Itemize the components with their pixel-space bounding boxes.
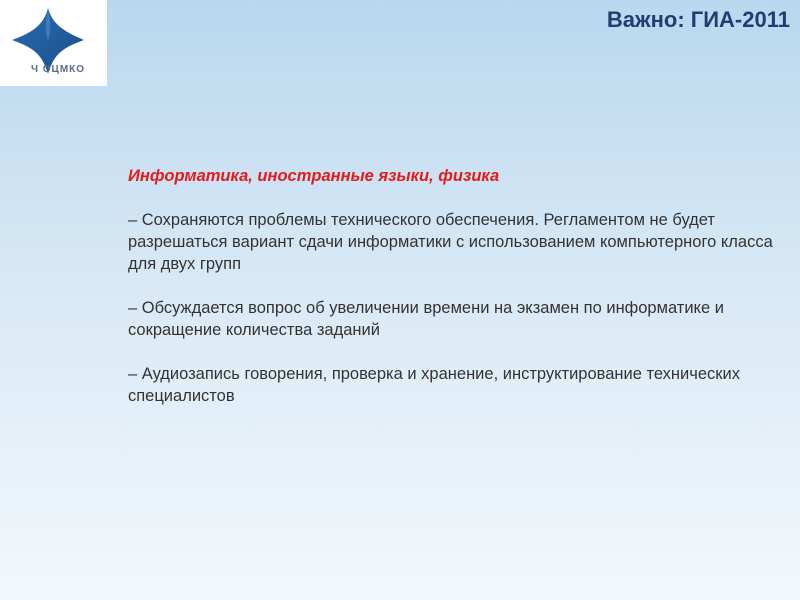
bullet-item-1: – Сохраняются проблемы технического обеспечения. Регламентом не будет разрешаться вариант сдачи информатики с использованием компьютерного класса для двух групп	[128, 211, 773, 273]
bullet-item-2: – Обсуждается вопрос об увеличении времени на экзамен по информатике и сокращение количества заданий	[128, 299, 724, 339]
slide-title: Важно: ГИА-2011	[606, 7, 790, 32]
logo-text: Ч ОЦМКО	[30, 64, 86, 75]
main-content	[128, 165, 796, 429]
logo	[0, 0, 107, 86]
bullet-item-3: – Аудиозапись говорения, проверка и хранение, инструктирование технических специалистов	[128, 365, 740, 405]
section-heading: Информатика, иностранные языки, физика	[128, 167, 500, 185]
